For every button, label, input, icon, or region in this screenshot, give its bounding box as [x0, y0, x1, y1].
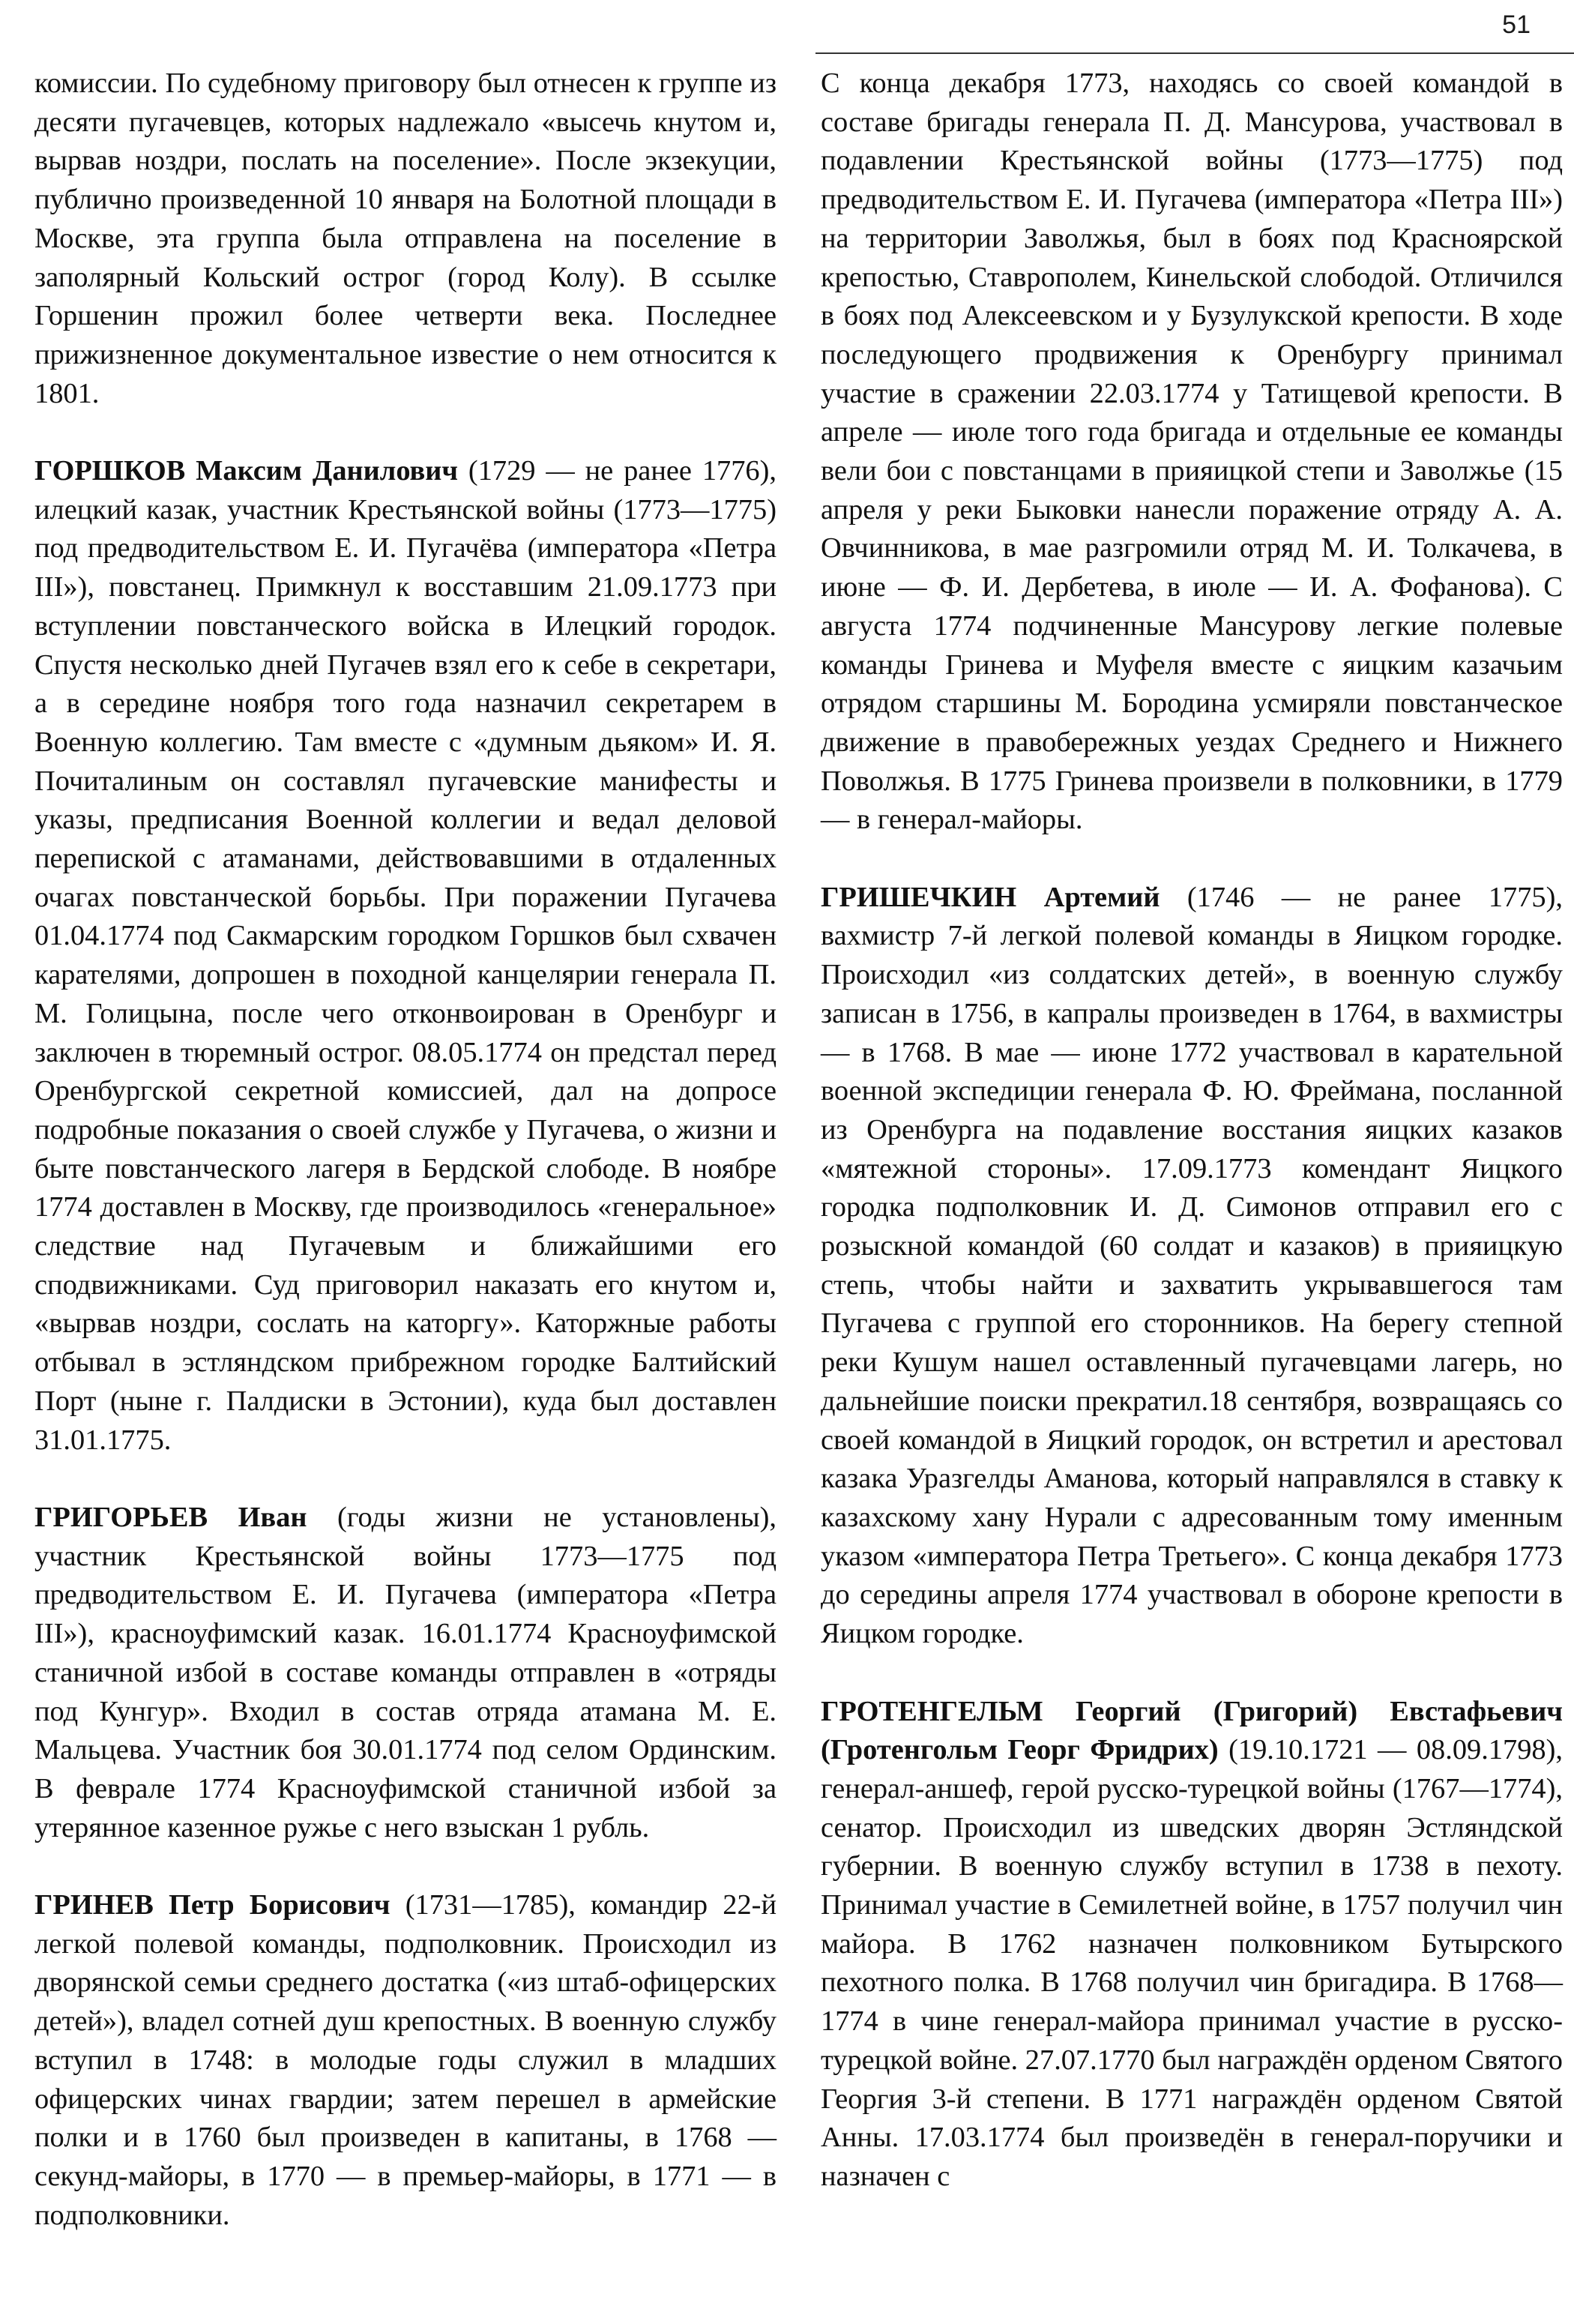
entry-grinev-continued — [821, 64, 1563, 840]
entry-grotengelm — [821, 1693, 1563, 2197]
left-column — [34, 64, 777, 2235]
entry-text: комиссии. По судебному приговору был отнесен к группе из десяти пугачевцев, которых надлежало «высечь кнутом и, вырвав ноздри, послать на поселение». После экзекуции, публично произведенной 10 января на Болотной площади в Москве, эта группа была отправлена на поселение в заполярный Кольский острог (город Колу). В ссылке Горшенин прожил более четверти века. Последнее прижизненное документальное известие о нем относится к 1801. — [34, 67, 777, 409]
entry-text: С конца декабря 1773, находясь со своей командой в составе бригады генерала П. Д. Мансурова, участвовал в подавлении Крестьянской войны (1773—1775) под предводительством Е. И. Пугачева (императора «Петра III») на территории Заволжья, был в боях под Красноярской крепостью, Ставрополем, Кинельской слободой. Отличился в боях под Алексеевском и у Бузулукской крепости. В ходе последующего продвижения к Оренбургу принимал участие в сражении 22.03.1774 у Татищевой крепости. В апреле — июле того года бригада и отдельные ее команды вели бои с повстанцами в прияицкой степи и Заволжье (15 апреля у реки Быковки нанесли поражение отряду А. А. Овчинникова, в мае разгромили отряд М. И. Толкачева, в июне — Ф. И. Дербетева, в июле — И. А. Фофанова). С августа 1774 подчиненные Мансурову легкие полевые команды Гринева и Муфеля вместе с яицким казачьим отрядом старшины М. Бородина усмиряли повстанческое движение в правобережных уездах Среднего и Нижнего Поволжья. В 1775 Гринева произвели в полковники, в 1779 — в генерал-майоры. — [821, 67, 1563, 836]
entry-grinev — [34, 1886, 777, 2235]
entry-headword: ГРОТЕНГЕЛЬМ Георгий (Григорий) Евстафьевич (Гротенгольм Георг Фридрих) — [821, 1695, 1563, 1766]
entry-gorshenin-continued — [34, 64, 777, 413]
entry-headword: ГРИШЕЧКИН Артемий — [821, 881, 1160, 913]
entry-grishechkin — [821, 879, 1563, 1654]
header-rule — [815, 52, 1574, 54]
entry-text: (19.10.1721 — 08.09.1798), генерал-аншеф, герой русско-турецкой войны (1767—1774), сенатор. Происходил из шведских дворян Эстляндской губернии. В военную службу вступил в 1738 в пехоту. Принимал участие в Семилетней войне, в 1757 получил чин майора. В 1762 назначен полковником Бутырского пехотного полка. В 1768 получил чин бригадира. В 1768—1774 в чине генерал-майора принимал участие в русско-турецкой войне. 27.07.1770 был награждён орденом Святого Георгия 3-й степени. В 1771 награждён орденом Святой Анны. 17.03.1774 был произведён в генерал-поручики и назначен с — [821, 1734, 1563, 2192]
right-column — [821, 64, 1563, 2197]
page-number: 51 — [1502, 10, 1531, 39]
entry-text: (1729 — не ранее 1776), илецкий казак, участник Крестьянской войны (1773—1775) под предводительством Е. И. Пугачёва (императора «Петра III»), повстанец. Примкнул к восставшим 21.09.1773 при вступлении повстанческого войска в Илецкий городок. Спустя несколько дней Пугачев взял его к себе в секретари, а в середине ноября того года назначил секретарем в Военную коллегию. Там вместе с «думным дьяком» И. Я. Почиталиным он составлял пугачевские манифесты и указы, предписания Военной коллегии и ведал деловой перепиской с атаманами, действовавшими в отдаленных очагах повстанческой борьбы. При поражении Пугачева 01.04.1774 под Сакмарским городком Горшков был схвачен карателями, допрошен в походной канцелярии генерала П. М. Голицына, после чего отконвоирован в Оренбург и заключен в тюремный острог. 08.05.1774 он предстал перед Оренбургской секретной комиссией, дал на допросе подробные показания о своей службе у Пугачева, о жизни и быте повстанческого лагеря в Бердской слободе. В ноябре 1774 доставлен в Москву, где производилось «генеральное» следствие над Пугачевым и ближайшими его сподвижниками. Суд приговорил наказать его кнутом и, «вырвав ноздри, сослать на каторгу». Каторжные работы отбывал в эстляндском прибрежном городке Балтийский Порт (ныне г. Палдиски в Эстонии), куда был доставлен 31.01.1775. — [34, 455, 777, 1456]
entry-headword: ГОРШКОВ Максим Данилович — [34, 455, 459, 487]
entry-text: (1746 — не ранее 1775), вахмистр 7-й легкой полевой команды в Яицком городке. Происходил «из солдатских детей», в военную службу записан в 1756, в капралы произведен в 1764, в вахмистры — в 1768. В мае — июне 1772 участвовал в карательной военной экспедиции генерала Ф. Ю. Фреймана, посланной из Оренбурга на подавление восстания яицких казаков «мятежной стороны». 17.09.1773 комендант Яицкого городка подполковник И. Д. Симонов отправил его с розыскной командой (60 солдат и казаков) в прияицкую степь, чтобы найти и захватить укрывавшегося там Пугачева с группой его сторонников. На берегу степной реки Кушум нашел оставленный пугачевцами лагерь, но дальнейшие поиски прекратил.18 сентября, возвращаясь со своей командой в Яицкий городок, он встретил и арестовал казака Уразгелды Аманова, который направлялся в ставку к казахскому хану Нурали с адресованным тому именным указом «императора Петра Третьего». С конца декабря 1773 до середины апреля 1774 участвовал в обороне крепости в Яицком городке. — [821, 881, 1563, 1650]
entry-headword: ГРИНЕВ Петр Борисович — [34, 1889, 391, 1921]
entry-gorshkov — [34, 452, 777, 1460]
entry-text: (годы жизни не установлены), участник Крестьянской войны 1773—1775 под предводительством Е. И. Пугачева (императора «Петра III»), красноуфимский казак. 16.01.1774 Красноуфимской станичной избой в составе команды отправлен в «отряды под Кунгур». Входил в состав отряда атамана М. Е. Мальцева. Участник боя 30.01.1774 под селом Ординским. В феврале 1774 Красноуфимской станичной избой за утерянное казенное ружье с него взыскан 1 рубль. — [34, 1501, 777, 1843]
entry-text: (1731—1785), командир 22-й легкой полевой команды, подполковник. Происходил из дворянской семьи среднего достатка («из штаб-офицерских детей»), владел сотней душ крепостных. В военную службу вступил в 1748: в молодые годы служил в младших офицерских чинах гвардии; затем перешел в армейские полки и в 1760 был произведен в капитаны, в 1768 — секунд-майоры, в 1770 — в премьер-майоры, в 1771 — в подполковники. — [34, 1889, 777, 2231]
entry-grigoriev — [34, 1499, 777, 1847]
entry-headword: ГРИГОРЬЕВ Иван — [34, 1501, 307, 1533]
